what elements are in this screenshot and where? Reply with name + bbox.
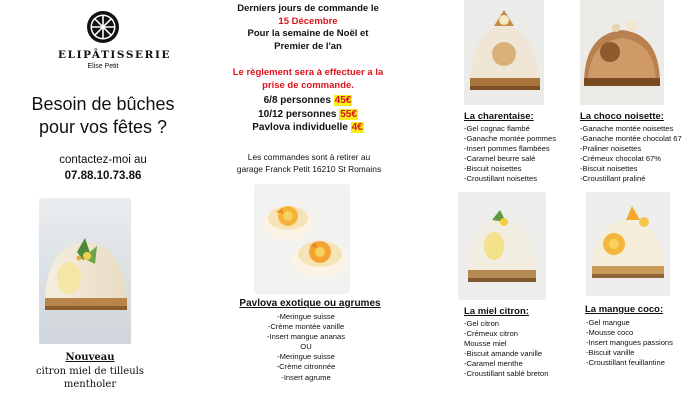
mangue-coco-list [586, 318, 673, 368]
list-item: -Crème citronnée [276, 362, 336, 372]
choco-noisette-title: La choco noisette: [580, 111, 664, 122]
list-item: -Gel cognac flambé [464, 124, 530, 133]
list-item: -Biscuit noisettes [464, 164, 522, 174]
headline [10, 93, 196, 139]
pickup-info [206, 151, 412, 175]
list-item: -Insert pommes flambées [464, 144, 550, 154]
mangue-coco-title: La mangue coco: [585, 304, 664, 315]
price-label: 10/12 personnes [258, 108, 337, 120]
price-row [208, 121, 408, 135]
charentaise-photo [464, 0, 544, 105]
miel-citron-title: La miel citron: [464, 306, 529, 317]
new-desc-line: mentholer [63, 379, 117, 390]
phone-number: 07.88.10.73.86 [64, 170, 142, 182]
list-item: -Ganache montée chocolat 67 [580, 134, 682, 144]
miel-citron-photo [458, 192, 546, 300]
order-info [208, 3, 408, 53]
price-value: 4€ [351, 122, 363, 133]
new-label: Nouveau [65, 352, 115, 363]
list-item: -Crémeux chocolat 67% [580, 154, 662, 164]
contact-label: contactez-moi au [59, 154, 147, 166]
list-item: -Caramel beurre salé [464, 154, 536, 164]
list-item: -Caramel menthe [464, 359, 523, 369]
order-line: Premier de l'an [274, 40, 342, 52]
new-desc-line: citron miel de tilleuls [35, 366, 144, 377]
mangue-coco-photo [586, 192, 670, 296]
list-item: -Insert mangues passions [586, 338, 673, 348]
list-item: -Insert mangue ananas [266, 332, 346, 342]
list-item: -Croustillant sablé breton [464, 369, 549, 379]
choco-noisette-list [580, 124, 682, 185]
price-label: Pavlova individuelle [252, 122, 348, 133]
list-item: -Insert agrume [281, 372, 331, 382]
list-item: -Crème montée vanille [267, 322, 345, 332]
charentaise-title: La charentaise: [464, 111, 534, 122]
list-item: -Biscuit noisettes [580, 164, 638, 174]
list-item: -Ganache montée pommes [464, 134, 557, 144]
payment-line: Le règlement sera à effectuer a la [232, 67, 384, 78]
list-item: -Praliner noisettes [580, 144, 642, 154]
price-value: 45€ [334, 95, 352, 106]
list-item: -Croustillant praliné [580, 174, 646, 184]
list-item: -Mousse coco [586, 328, 634, 338]
pavlova-title: Pavlova exotique ou agrumes [239, 298, 381, 309]
list-item: -Crémeux citron [464, 329, 519, 339]
price-row [208, 108, 408, 122]
list-item: Mousse miel [464, 339, 507, 349]
payment-notice [204, 66, 412, 92]
list-item: -Meringue suisse [277, 352, 335, 362]
headline-line: Besoin de bûches [31, 94, 175, 114]
order-line: Derniers jours de commande le [237, 3, 379, 14]
brand-logo [58, 10, 172, 70]
new-description [10, 365, 170, 391]
list-item: -Gel citron [464, 319, 500, 328]
miel-citron-list [464, 319, 548, 380]
price-list [208, 94, 408, 135]
choco-noisette-photo [580, 0, 664, 105]
list-item: -Biscuit vanille [586, 348, 635, 358]
headline-line: pour vos fêtes ? [38, 117, 168, 137]
list-item: -Meringue suisse [277, 312, 335, 321]
list-item: -Croustillant noisettes [464, 174, 538, 184]
price-label: 6/8 personnes [263, 95, 331, 106]
charentaise-list [464, 124, 556, 185]
list-item: -Gel mangue [586, 318, 630, 327]
pavlova-list [236, 312, 376, 383]
list-item: -Ganache montée noisettes [580, 124, 674, 133]
list-item: OU [300, 342, 312, 352]
buche-citron-photo [39, 198, 131, 344]
pickup-line: Les commandes sont à retirer au [247, 152, 371, 162]
price-row [208, 94, 408, 108]
order-line: Pour la semaine de Noël et [247, 28, 369, 40]
brand-subtitle: Elise Petit [87, 63, 119, 70]
price-value: 55€ [340, 108, 357, 120]
pavlova-photo [254, 184, 350, 294]
brand-name: ELIPÂTISSERIE [58, 49, 172, 61]
pickup-line: garage Franck Petit 16210 St Romains [236, 164, 382, 174]
list-item: -Biscuit amande vanille [464, 349, 543, 359]
order-date: 15 Décembre [278, 15, 338, 27]
list-item: -Croustillant feuillantine [586, 358, 665, 368]
payment-line: prise de commande. [262, 80, 354, 91]
orange-slice-icon [86, 10, 120, 44]
